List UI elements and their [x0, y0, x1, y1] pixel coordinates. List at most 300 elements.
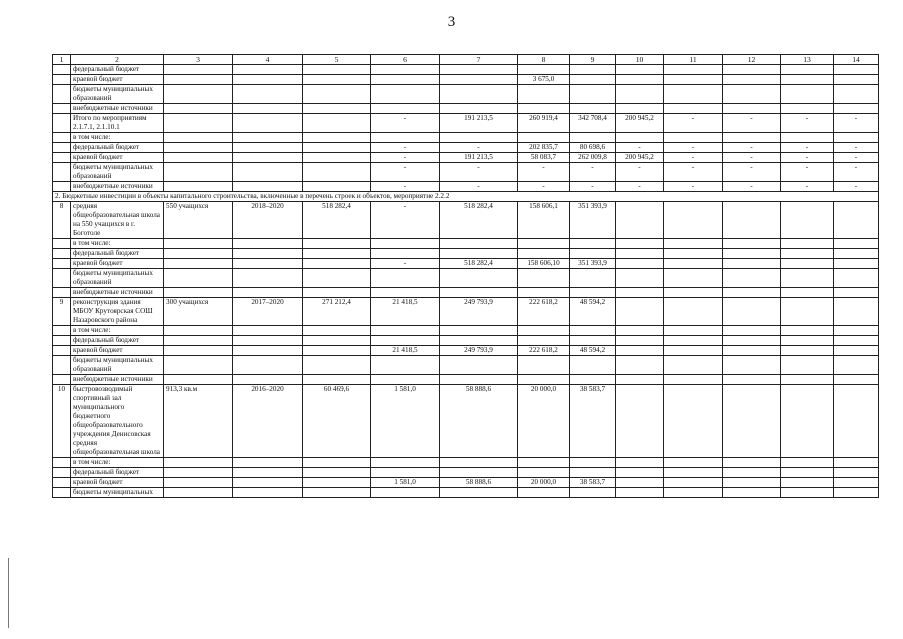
value-cell: [164, 182, 233, 192]
value-cell: [164, 346, 233, 356]
table-row: [53, 385, 879, 458]
table-row: [53, 143, 879, 153]
value-cell: [834, 249, 879, 259]
value-cell: [616, 346, 664, 356]
value-cell: [303, 104, 371, 114]
value-cell: 300 учащихся: [164, 298, 233, 326]
value-cell: [303, 85, 371, 104]
value-cell: [781, 202, 834, 239]
value-cell: [834, 65, 879, 75]
value-cell: [371, 488, 440, 498]
row-label-cell: краевой бюджет: [71, 75, 164, 85]
value-cell: [233, 326, 303, 336]
value-cell: [518, 249, 570, 259]
value-cell: [233, 478, 303, 488]
value-cell: -: [371, 259, 440, 269]
row-label-cell: бюджеты муниципальных образований: [71, 269, 164, 288]
value-cell: [570, 375, 616, 385]
value-cell: 158 606,10: [518, 259, 570, 269]
column-number-cell: 8: [518, 55, 570, 65]
value-cell: [723, 202, 781, 239]
value-cell: [781, 133, 834, 143]
value-cell: [723, 65, 781, 75]
value-cell: 913,3 кв.м: [164, 385, 233, 458]
column-number-cell: 12: [723, 55, 781, 65]
value-cell: [664, 478, 723, 488]
value-cell: [303, 259, 371, 269]
value-cell: 518 282,4: [303, 202, 371, 239]
value-cell: [834, 356, 879, 375]
table-row: [53, 202, 879, 239]
column-number-cell: 4: [233, 55, 303, 65]
value-cell: [834, 336, 879, 346]
value-cell: [834, 346, 879, 356]
value-cell: [233, 356, 303, 375]
value-cell: 58 888,6: [440, 385, 518, 458]
value-cell: [616, 269, 664, 288]
value-cell: [664, 104, 723, 114]
value-cell: [518, 336, 570, 346]
value-cell: [834, 375, 879, 385]
row-label-cell: средняя общеобразовательная школа на 550 учащихся в г. Боготоле: [71, 202, 164, 239]
value-cell: [440, 375, 518, 385]
value-cell: [233, 468, 303, 478]
value-cell: -: [371, 182, 440, 192]
value-cell: [440, 458, 518, 468]
value-cell: [834, 104, 879, 114]
row-label-cell: в том числе:: [71, 133, 164, 143]
value-cell: [164, 478, 233, 488]
table-row: [53, 288, 879, 298]
column-number-row: [53, 55, 879, 65]
value-cell: [371, 336, 440, 346]
row-label-cell: бюджеты муниципальных образований: [71, 85, 164, 104]
value-cell: [616, 458, 664, 468]
value-cell: [781, 336, 834, 346]
value-cell: [664, 202, 723, 239]
row-label-cell: внебюджетные источники: [71, 182, 164, 192]
value-cell: [616, 65, 664, 75]
value-cell: [233, 375, 303, 385]
value-cell: [723, 385, 781, 458]
value-cell: [233, 85, 303, 104]
value-cell: 222 618,2: [518, 298, 570, 326]
value-cell: [616, 326, 664, 336]
value-cell: [164, 336, 233, 346]
value-cell: -: [371, 143, 440, 153]
value-cell: [440, 104, 518, 114]
value-cell: [723, 336, 781, 346]
value-cell: [616, 85, 664, 104]
table-row: [53, 153, 879, 163]
row-label-cell: в том числе:: [71, 239, 164, 249]
value-cell: [518, 356, 570, 375]
value-cell: [518, 65, 570, 75]
row-number-cell: [53, 163, 71, 182]
table-row: [53, 163, 879, 182]
value-cell: [723, 104, 781, 114]
value-cell: 58 888,6: [440, 478, 518, 488]
row-number-cell: [53, 239, 71, 249]
row-label-cell: бюджеты муниципальных: [71, 488, 164, 498]
value-cell: [233, 458, 303, 468]
value-cell: -: [371, 114, 440, 133]
value-cell: -: [371, 202, 440, 239]
value-cell: [303, 269, 371, 288]
table-row: [53, 356, 879, 375]
value-cell: [303, 336, 371, 346]
value-cell: 20 000,0: [518, 478, 570, 488]
row-label-cell: Итого по мероприятиям 2.1.7.1, 2.1.10.1: [71, 114, 164, 133]
value-cell: [440, 249, 518, 259]
value-cell: -: [570, 182, 616, 192]
value-cell: [518, 468, 570, 478]
page-number: 3: [447, 14, 456, 30]
row-label-cell: быстровозводимый спортивный зал муниципального бюджетного общеобразовательного учреждения Денисовская средняя общеобразовательная школа: [71, 385, 164, 458]
row-number-cell: [53, 326, 71, 336]
column-number-cell: 11: [664, 55, 723, 65]
value-cell: [570, 85, 616, 104]
value-cell: [303, 478, 371, 488]
value-cell: [616, 478, 664, 488]
value-cell: [664, 385, 723, 458]
value-cell: [570, 65, 616, 75]
value-cell: 518 282,4: [440, 202, 518, 239]
value-cell: 351 393,9: [570, 259, 616, 269]
value-cell: [164, 75, 233, 85]
value-cell: -: [664, 114, 723, 133]
value-cell: [371, 239, 440, 249]
value-cell: -: [570, 163, 616, 182]
value-cell: [834, 133, 879, 143]
value-cell: [440, 85, 518, 104]
value-cell: [834, 288, 879, 298]
value-cell: [164, 143, 233, 153]
value-cell: [518, 133, 570, 143]
value-cell: 200 945,2: [616, 153, 664, 163]
value-cell: [834, 478, 879, 488]
row-label-cell: внебюджетные источники: [71, 104, 164, 114]
value-cell: [233, 153, 303, 163]
value-cell: 351 393,9: [570, 202, 616, 239]
value-cell: [664, 298, 723, 326]
value-cell: [834, 385, 879, 458]
value-cell: [664, 75, 723, 85]
value-cell: [723, 478, 781, 488]
value-cell: [233, 104, 303, 114]
value-cell: [664, 468, 723, 478]
value-cell: [723, 356, 781, 375]
value-cell: [570, 239, 616, 249]
table-row: [53, 104, 879, 114]
value-cell: [781, 478, 834, 488]
value-cell: -: [664, 153, 723, 163]
row-number-cell: [53, 356, 71, 375]
value-cell: [781, 269, 834, 288]
value-cell: 2017–2020: [233, 298, 303, 326]
value-cell: [834, 269, 879, 288]
row-number-cell: [53, 85, 71, 104]
value-cell: [371, 85, 440, 104]
value-cell: [664, 288, 723, 298]
value-cell: [303, 114, 371, 133]
value-cell: 222 618,2: [518, 346, 570, 356]
row-number-cell: 8: [53, 202, 71, 239]
row-number-cell: [53, 75, 71, 85]
value-cell: [233, 249, 303, 259]
table-row: [53, 326, 879, 336]
value-cell: [616, 385, 664, 458]
value-cell: -: [518, 182, 570, 192]
row-number-cell: [53, 478, 71, 488]
column-number-cell: 9: [570, 55, 616, 65]
value-cell: [164, 356, 233, 375]
row-number-cell: [53, 269, 71, 288]
column-number-cell: 13: [781, 55, 834, 65]
row-label-cell: федеральный бюджет: [71, 336, 164, 346]
value-cell: 1 581,0: [371, 385, 440, 458]
value-cell: [164, 326, 233, 336]
value-cell: -: [781, 143, 834, 153]
value-cell: [440, 288, 518, 298]
value-cell: 58 083,7: [518, 153, 570, 163]
value-cell: [164, 239, 233, 249]
value-cell: [570, 336, 616, 346]
budget-table: [52, 54, 879, 498]
value-cell: [233, 239, 303, 249]
value-cell: [303, 468, 371, 478]
value-cell: [440, 269, 518, 288]
value-cell: -: [781, 163, 834, 182]
value-cell: [518, 458, 570, 468]
row-label-cell: в том числе:: [71, 326, 164, 336]
column-number-cell: 3: [164, 55, 233, 65]
value-cell: [781, 298, 834, 326]
value-cell: [616, 259, 664, 269]
column-number-cell: 14: [834, 55, 879, 65]
value-cell: 2016–2020: [233, 385, 303, 458]
value-cell: [164, 85, 233, 104]
column-number-cell: 2: [71, 55, 164, 65]
value-cell: 3 675,0: [518, 75, 570, 85]
value-cell: 191 213,5: [440, 114, 518, 133]
value-cell: [616, 202, 664, 239]
value-cell: [781, 356, 834, 375]
value-cell: [164, 65, 233, 75]
value-cell: [440, 75, 518, 85]
value-cell: [781, 104, 834, 114]
value-cell: [164, 104, 233, 114]
value-cell: [781, 288, 834, 298]
table-row: [53, 133, 879, 143]
value-cell: 158 606,1: [518, 202, 570, 239]
table-row: [53, 182, 879, 192]
value-cell: [570, 133, 616, 143]
value-cell: [723, 239, 781, 249]
table-row: [53, 65, 879, 75]
value-cell: -: [518, 163, 570, 182]
value-cell: 200 945,2: [616, 114, 664, 133]
value-cell: 21 418,5: [371, 346, 440, 356]
value-cell: [233, 182, 303, 192]
value-cell: [781, 75, 834, 85]
value-cell: [723, 375, 781, 385]
value-cell: -: [616, 163, 664, 182]
value-cell: -: [371, 153, 440, 163]
value-cell: [518, 375, 570, 385]
value-cell: [570, 249, 616, 259]
value-cell: [371, 75, 440, 85]
value-cell: [570, 356, 616, 375]
value-cell: -: [781, 153, 834, 163]
table-row: [53, 458, 879, 468]
value-cell: [781, 385, 834, 458]
value-cell: [518, 239, 570, 249]
value-cell: [440, 133, 518, 143]
value-cell: [570, 269, 616, 288]
value-cell: -: [440, 182, 518, 192]
value-cell: [723, 269, 781, 288]
value-cell: [371, 249, 440, 259]
row-number-cell: [53, 458, 71, 468]
value-cell: [723, 488, 781, 498]
row-number-cell: [53, 468, 71, 478]
value-cell: [164, 114, 233, 133]
row-label-cell: федеральный бюджет: [71, 65, 164, 75]
value-cell: [164, 259, 233, 269]
table-row: [53, 468, 879, 478]
row-number-cell: [53, 104, 71, 114]
value-cell: [303, 488, 371, 498]
value-cell: [518, 104, 570, 114]
value-cell: [616, 133, 664, 143]
table-row: [53, 259, 879, 269]
row-number-cell: [53, 259, 71, 269]
value-cell: [303, 65, 371, 75]
value-cell: 1 581,0: [371, 478, 440, 488]
row-number-cell: [53, 346, 71, 356]
value-cell: [834, 202, 879, 239]
row-label-cell: бюджеты муниципальных образований: [71, 163, 164, 182]
value-cell: [303, 182, 371, 192]
value-cell: [834, 326, 879, 336]
column-number-cell: 1: [53, 55, 71, 65]
value-cell: [303, 153, 371, 163]
value-cell: [723, 346, 781, 356]
value-cell: [723, 458, 781, 468]
value-cell: [518, 85, 570, 104]
value-cell: [164, 488, 233, 498]
row-label-cell: бюджеты муниципальных образований: [71, 356, 164, 375]
value-cell: [164, 375, 233, 385]
value-cell: -: [723, 163, 781, 182]
row-number-cell: [53, 336, 71, 346]
value-cell: [781, 65, 834, 75]
value-cell: [233, 336, 303, 346]
value-cell: [371, 65, 440, 75]
value-cell: -: [723, 153, 781, 163]
table-row: [53, 239, 879, 249]
value-cell: [723, 85, 781, 104]
table-row: [53, 346, 879, 356]
row-number-cell: [53, 249, 71, 259]
table-row: [53, 249, 879, 259]
value-cell: [616, 356, 664, 375]
value-cell: [440, 488, 518, 498]
value-cell: [233, 143, 303, 153]
value-cell: [781, 239, 834, 249]
value-cell: [664, 259, 723, 269]
column-number-cell: 10: [616, 55, 664, 65]
value-cell: [664, 239, 723, 249]
value-cell: [371, 288, 440, 298]
row-number-cell: [53, 65, 71, 75]
row-number-cell: [53, 288, 71, 298]
row-label-cell: краевой бюджет: [71, 259, 164, 269]
column-number-cell: 5: [303, 55, 371, 65]
value-cell: 342 708,4: [570, 114, 616, 133]
value-cell: -: [371, 163, 440, 182]
value-cell: -: [834, 182, 879, 192]
value-cell: [616, 288, 664, 298]
value-cell: 38 583,7: [570, 385, 616, 458]
value-cell: 262 009,8: [570, 153, 616, 163]
value-cell: [371, 468, 440, 478]
value-cell: -: [616, 143, 664, 153]
value-cell: [371, 326, 440, 336]
value-cell: 518 282,4: [440, 259, 518, 269]
value-cell: [664, 65, 723, 75]
table-row: [53, 375, 879, 385]
value-cell: [164, 269, 233, 288]
value-cell: [570, 288, 616, 298]
value-cell: [834, 468, 879, 478]
value-cell: [440, 468, 518, 478]
value-cell: [440, 356, 518, 375]
value-cell: [518, 288, 570, 298]
value-cell: 48 594,2: [570, 298, 616, 326]
value-cell: -: [834, 153, 879, 163]
value-cell: [781, 85, 834, 104]
table-row: [53, 336, 879, 346]
table-row: [53, 269, 879, 288]
value-cell: [371, 356, 440, 375]
value-cell: [616, 249, 664, 259]
value-cell: [723, 133, 781, 143]
row-label-cell: внебюджетные источники: [71, 375, 164, 385]
value-cell: [233, 114, 303, 133]
value-cell: [781, 458, 834, 468]
value-cell: -: [723, 143, 781, 153]
value-cell: [664, 336, 723, 346]
row-label-cell: реконструкция здания МБОУ Крутоярская СОШ Назаровского района: [71, 298, 164, 326]
value-cell: 191 213,5: [440, 153, 518, 163]
table-row: [53, 298, 879, 326]
value-cell: [570, 488, 616, 498]
value-cell: [781, 488, 834, 498]
value-cell: [303, 356, 371, 375]
value-cell: [371, 104, 440, 114]
row-label-cell: краевой бюджет: [71, 346, 164, 356]
value-cell: [834, 75, 879, 85]
value-cell: [233, 346, 303, 356]
row-label-cell: федеральный бюджет: [71, 468, 164, 478]
value-cell: [371, 133, 440, 143]
value-cell: -: [440, 143, 518, 153]
value-cell: 80 698,6: [570, 143, 616, 153]
value-cell: -: [664, 143, 723, 153]
value-cell: 202 835,7: [518, 143, 570, 153]
